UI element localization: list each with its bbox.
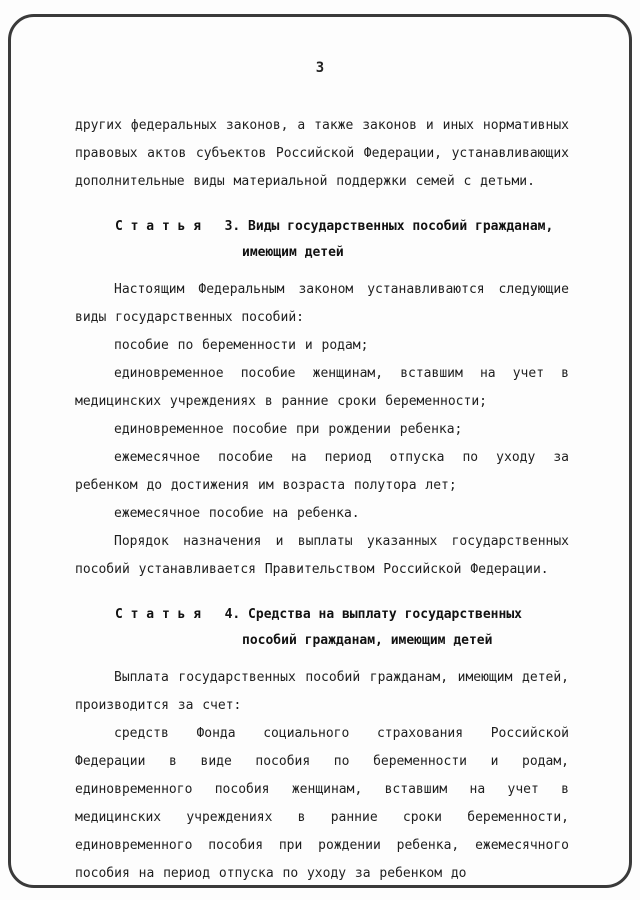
article3-heading <box>115 214 569 266</box>
article4-heading <box>115 602 569 654</box>
article3-item-5: ежемесячное пособие на ребенка. <box>114 506 360 521</box>
article4-lead: Выплата государственных пособий гражданам, имеющим детей, производится за счет: <box>75 670 569 713</box>
article3-heading-line1: С т а т ь я 3. Виды государственных пособий гражданам, <box>115 219 554 234</box>
paragraph-continuation: других федеральных законов, а также законов и иных нормативных правовых актов субъектов Российской Федерации, устанавливающих дополнительные виды материальной поддержки семей с детьми. <box>75 118 569 189</box>
article3-item-1: пособие по беременности и родам; <box>114 338 369 353</box>
article4-heading-line2: пособий гражданам, имеющим детей <box>242 633 493 648</box>
article4-body: средств Фонда социального страхования Российской Федерации в виде пособия по беременности и родам, единовременного пособия женщинам, вставшим на учет в медицинских учреждениях в ранние сроки беременности, единовременного пособия при рождении ребенка, ежемесячного пособия на период отпуска по уходу за ребенком до <box>75 726 569 881</box>
document-text <box>75 112 569 888</box>
article3-closing: Порядок назначения и выплаты указанных государственных пособий устанавливается Правительством Российской Федерации. <box>75 534 569 577</box>
page-number: 3 <box>315 60 325 76</box>
article3-heading-line2: имеющим детей <box>242 245 344 260</box>
article3-item-2: единовременное пособие женщинам, вставшим на учет в медицинских учреждениях в ранние сроки беременности; <box>75 366 569 409</box>
article4-heading-line1: С т а т ь я 4. Средства на выплату государственных <box>115 607 522 622</box>
article3-item-4: ежемесячное пособие на период отпуска по уходу за ребенком до достижения им возраста полутора лет; <box>75 450 569 493</box>
article3-item-3: единовременное пособие при рождении ребенка; <box>114 422 463 437</box>
article3-lead: Настоящим Федеральным законом устанавливаются следующие виды государственных пособий: <box>75 282 569 325</box>
